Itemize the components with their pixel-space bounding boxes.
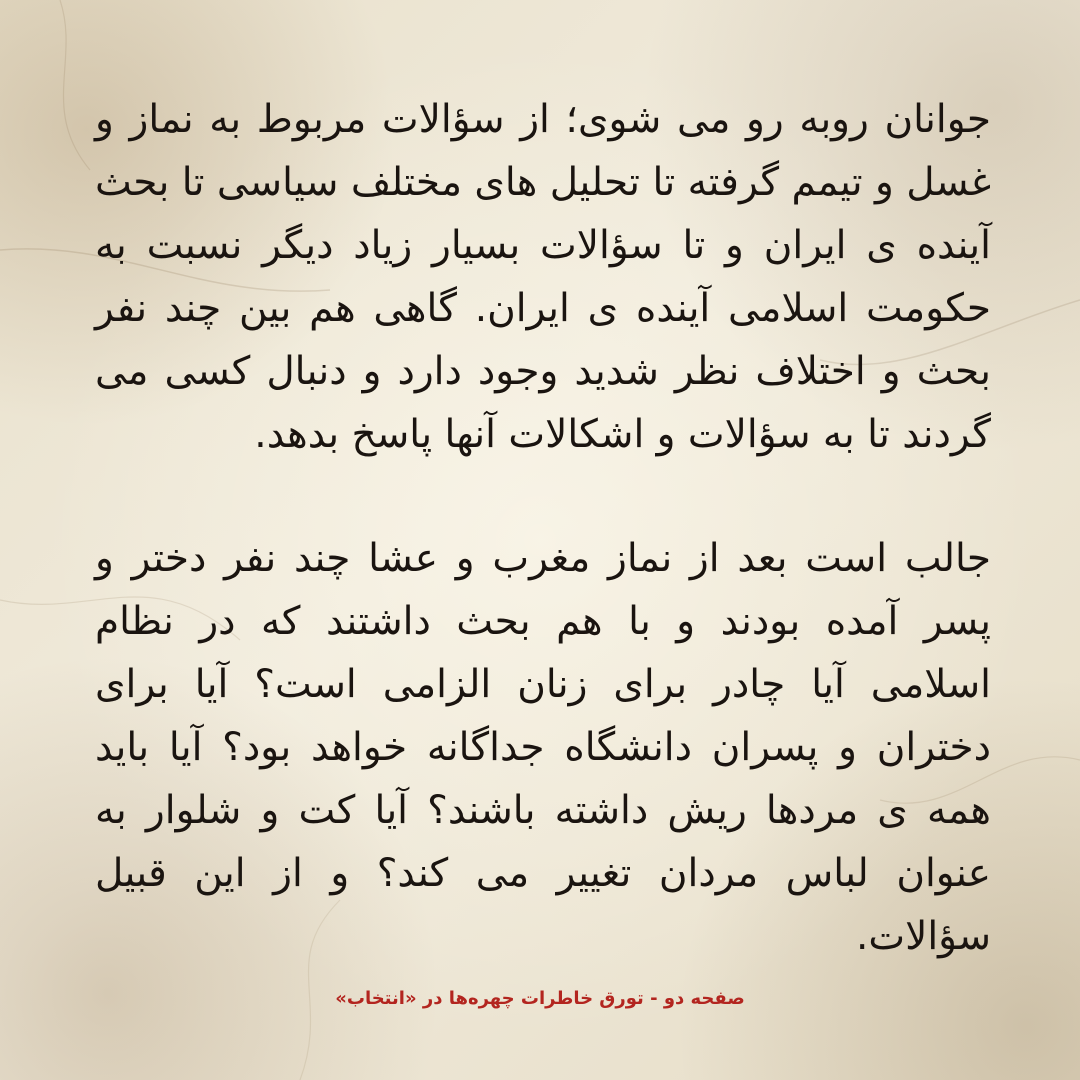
- quote-page: [95, 88, 991, 1038]
- source-caption: صفحه دو - تورق خاطرات چهره‌ها در «انتخاب»: [335, 988, 745, 1009]
- body-paragraph-1: جوانان روبه رو می شوی؛ از سؤالات مربوط به نماز و غسل و تیمم گرفته تا تحلیل های مختلف سیاسی تا بحث آینده ی ایران و تا سؤالات بسیار زیاد دیگر نسبت به حکومت اسلامی آینده ی ایران. گاهی هم بین چند نفر بحث و اختلاف نظر شدید وجود دارد و دنبال کسی می گردند تا به سؤالات و اشکالات آنها پاسخ بدهد.: [95, 97, 991, 457]
- body-paragraph-2: جالب است بعد از نماز مغرب و عشا چند نفر دختر و پسر آمده بودند و با هم بحث داشتند که در نظام اسلامی آیا چادر برای زنان الزامی است؟ آیا برای دختران و پسران دانشگاه جداگانه خواهد بود؟ آیا باید همه ی مردها ریش داشته باشند؟ آیا کت و شلوار به عنوان لباس مردان تغییر می کند؟ و از این قبیل سؤالات.: [95, 536, 991, 959]
